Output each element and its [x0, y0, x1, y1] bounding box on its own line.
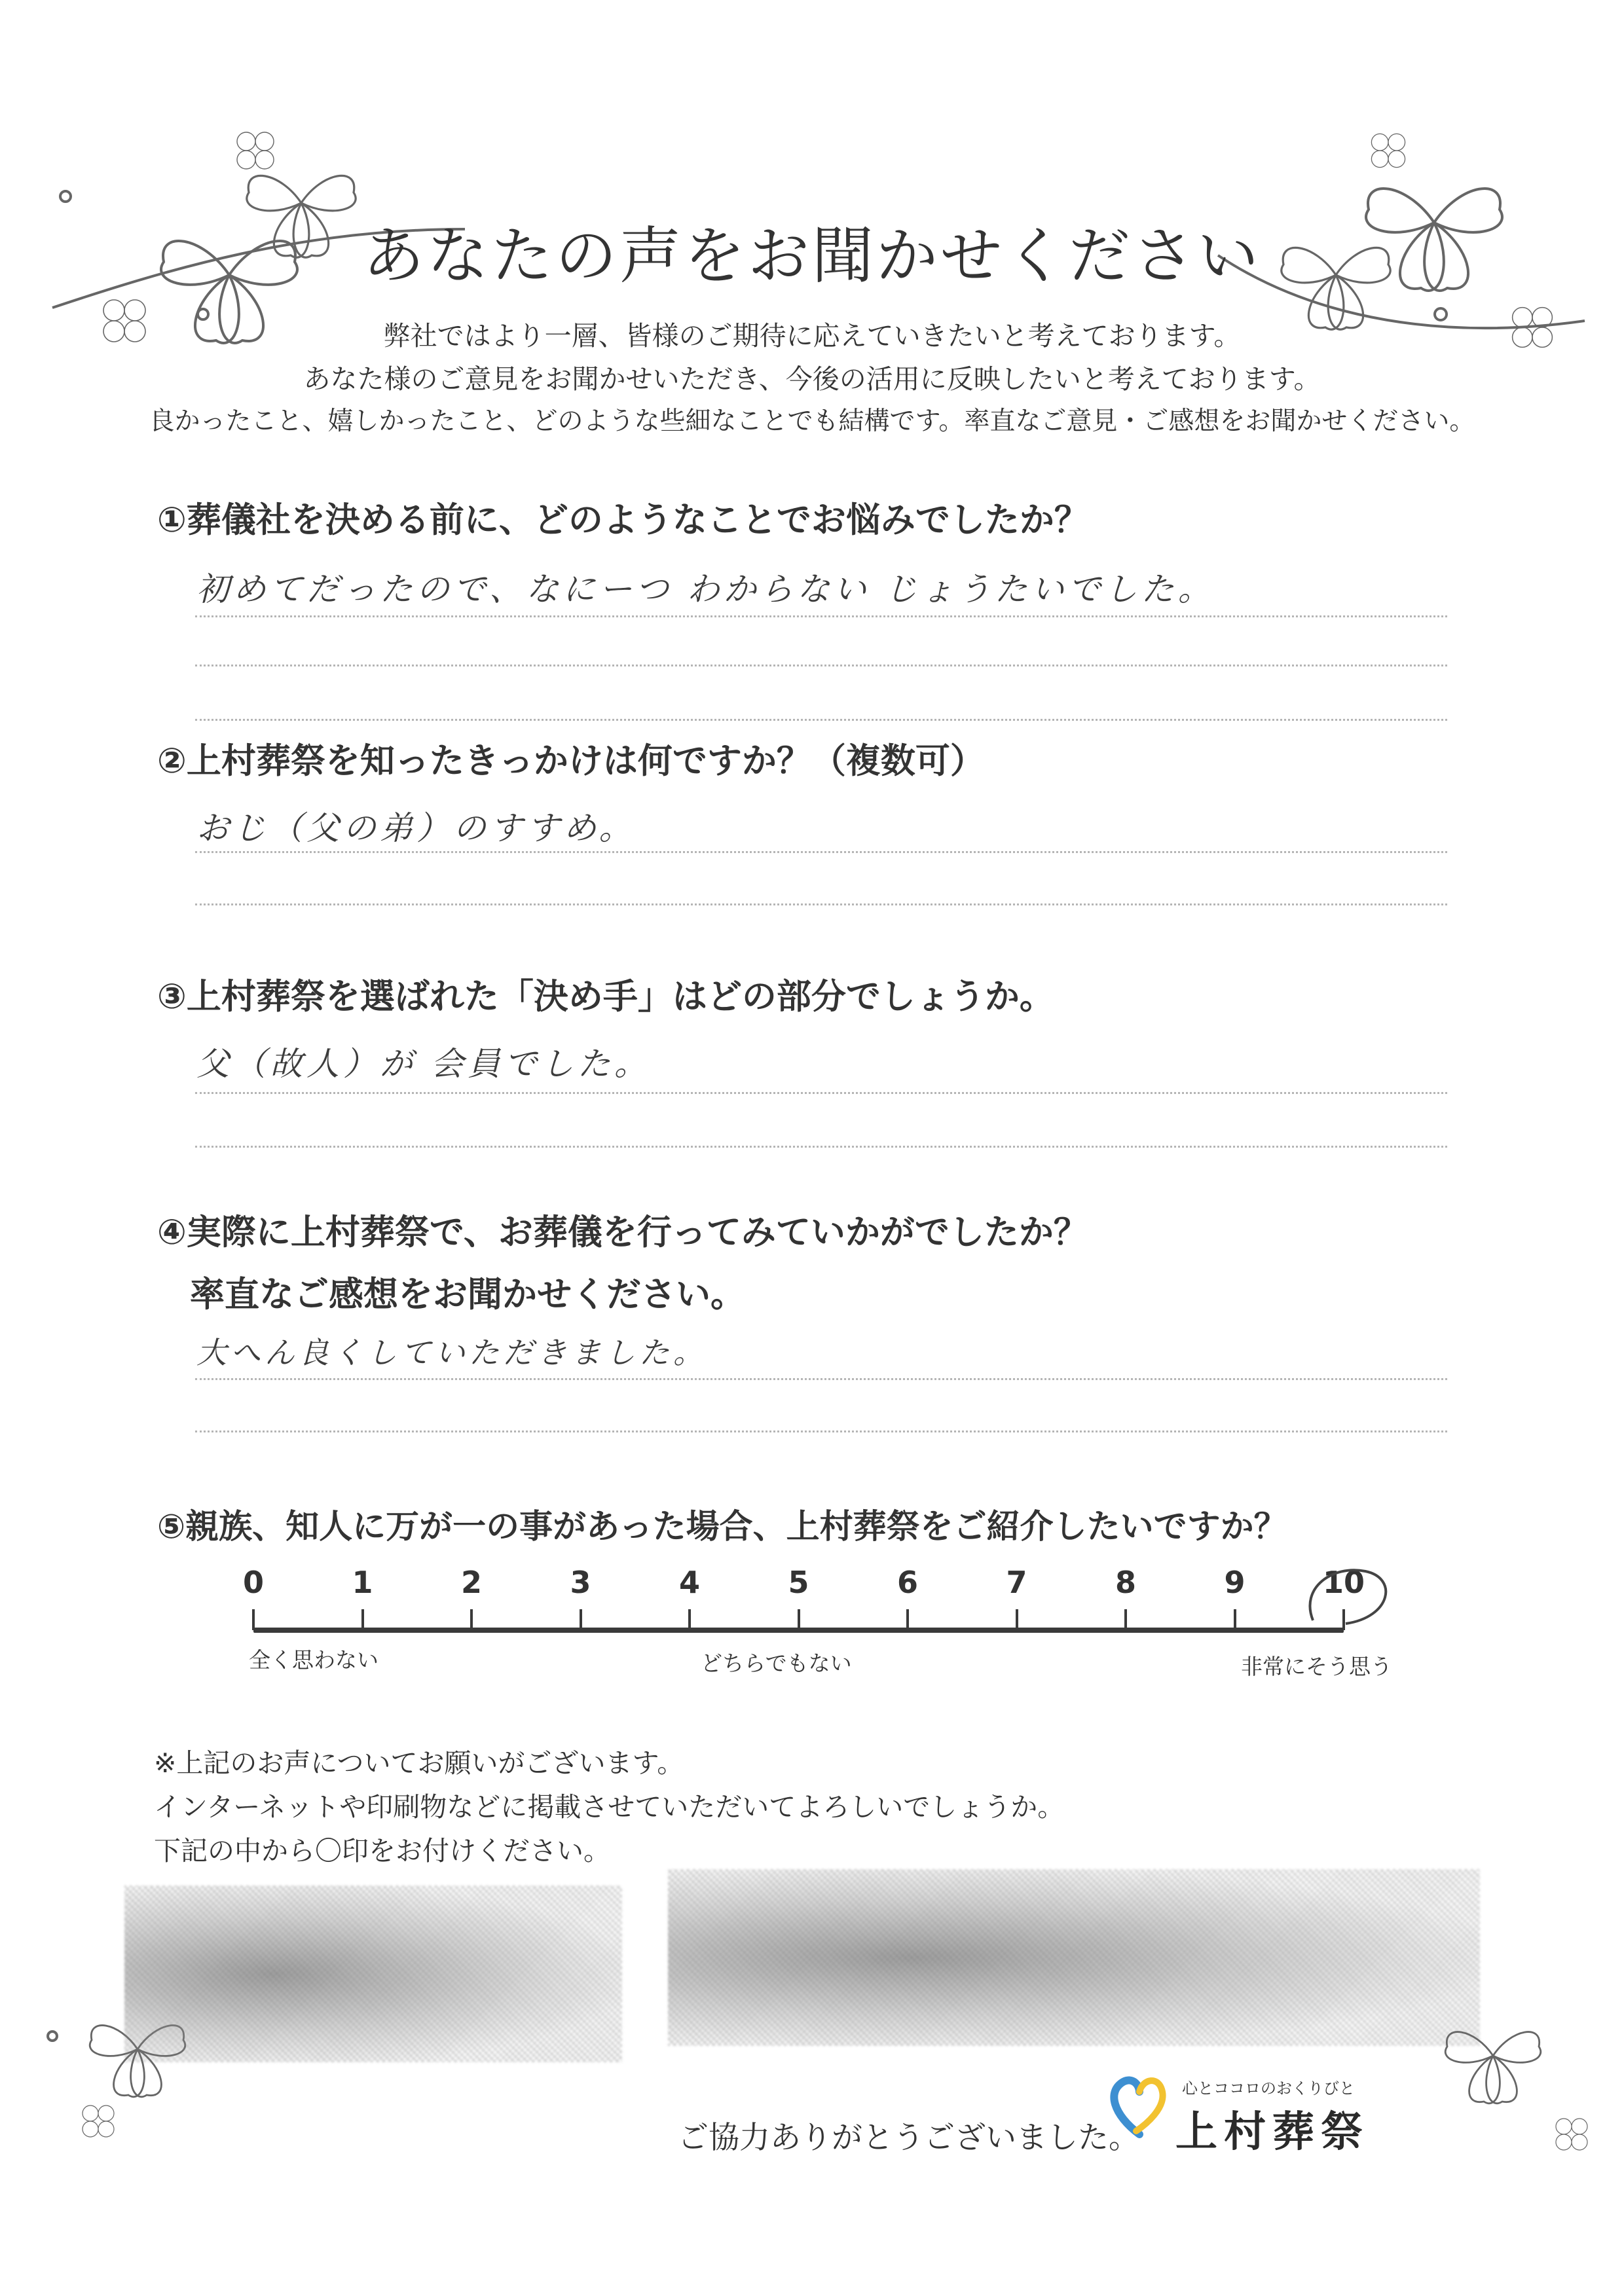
scale-high-label: 非常にそう思う [1241, 1654, 1392, 1679]
rating-tick-5: 5 [788, 1565, 809, 1600]
answer-line [195, 1092, 1447, 1094]
question-4-answer: 大へん良くしていただきました。 [196, 1335, 707, 1370]
redacted-choice-right [668, 1869, 1480, 2046]
rating-tick-3: 3 [570, 1565, 591, 1600]
question-3-answer: 父（故人）が 会員でした。 [196, 1045, 651, 1083]
question-5-label: ⑤親族、知人に万が一の事があった場合、上村葬祭をご紹介したいですか？ [157, 1508, 1287, 1546]
rating-tick-10: 10 [1322, 1565, 1365, 1600]
intro-line-1: 弊社ではより一層、皆様のご期待に応えていきたいと考えております。 [383, 320, 1241, 352]
scale-mid-label: どちらでもない [701, 1650, 852, 1676]
selected-value-circle [1300, 1561, 1398, 1633]
question-2-answer: おじ（父の弟）のすすめ。 [196, 809, 636, 847]
question-4-label-line-2: 率直なご感想をお聞かせください。 [190, 1275, 745, 1315]
page-title: あなたの声をお聞かせください [362, 221, 1261, 292]
question-1-label: ①葬儀社を決める前に、どのようなことでお悩みでしたか？ [157, 500, 1089, 540]
answer-line [195, 665, 1447, 666]
answer-line [195, 1146, 1447, 1148]
rating-scale-line [253, 1628, 1344, 1633]
consent-note-line-3: 下記の中から〇印をお付けください。 [154, 1835, 610, 1867]
rating-tick-9: 9 [1224, 1565, 1246, 1600]
redacted-choice-left [124, 1886, 622, 2062]
consent-note-line-1: ※上記のお声についてお願いがございます。 [154, 1747, 684, 1779]
rating-tick-8: 8 [1115, 1565, 1136, 1600]
question-3-label: ③上村葬祭を選ばれた「決め手」はどの部分でしょうか。 [157, 977, 1054, 1017]
intro-line-2: あなた様のご意見をお聞かせいただき、今後の活用に反映したいと考えております。 [303, 363, 1321, 395]
intro-line-3: 良かったこと、嬉しかったこと、どのような些細なことでも結構です。率直なご意見・ご感想をお聞かせください。 [149, 407, 1475, 436]
rating-tick-1: 1 [352, 1565, 373, 1600]
rating-tick-2: 2 [460, 1565, 482, 1600]
answer-line [195, 1378, 1447, 1380]
brand-name: 上村葬祭 [1175, 2108, 1369, 2157]
question-1-answer: 初めてだったので、なにーつ わからない じょうたいでした。 [196, 570, 1215, 608]
scale-low-label: 全く思わない [249, 1647, 378, 1673]
brand-tagline: 心とココロのおくりびと [1182, 2079, 1355, 2098]
rating-tick-6: 6 [896, 1565, 918, 1600]
answer-line [195, 615, 1447, 617]
answer-line [195, 903, 1447, 905]
answer-line [195, 1430, 1447, 1432]
question-4-label: ④実際に上村葬祭で、お葬儀を行ってみていかがでしたか？ [157, 1212, 1088, 1252]
rating-tick-0: 0 [242, 1565, 264, 1600]
heart-swoosh-icon [1107, 2069, 1169, 2141]
consent-note-line-2: インターネットや印刷物などに掲載させていただいてよろしいでしょうか。 [154, 1791, 1065, 1823]
answer-line [195, 851, 1447, 853]
answer-line [195, 719, 1447, 721]
thanks-message: ご協力ありがとうございました。 [678, 2120, 1139, 2156]
rating-tick-7: 7 [1006, 1565, 1027, 1600]
rating-tick-4: 4 [678, 1565, 700, 1600]
question-2-label: ②上村葬祭を知ったきっかけは何ですか？（複数可） [157, 741, 985, 781]
